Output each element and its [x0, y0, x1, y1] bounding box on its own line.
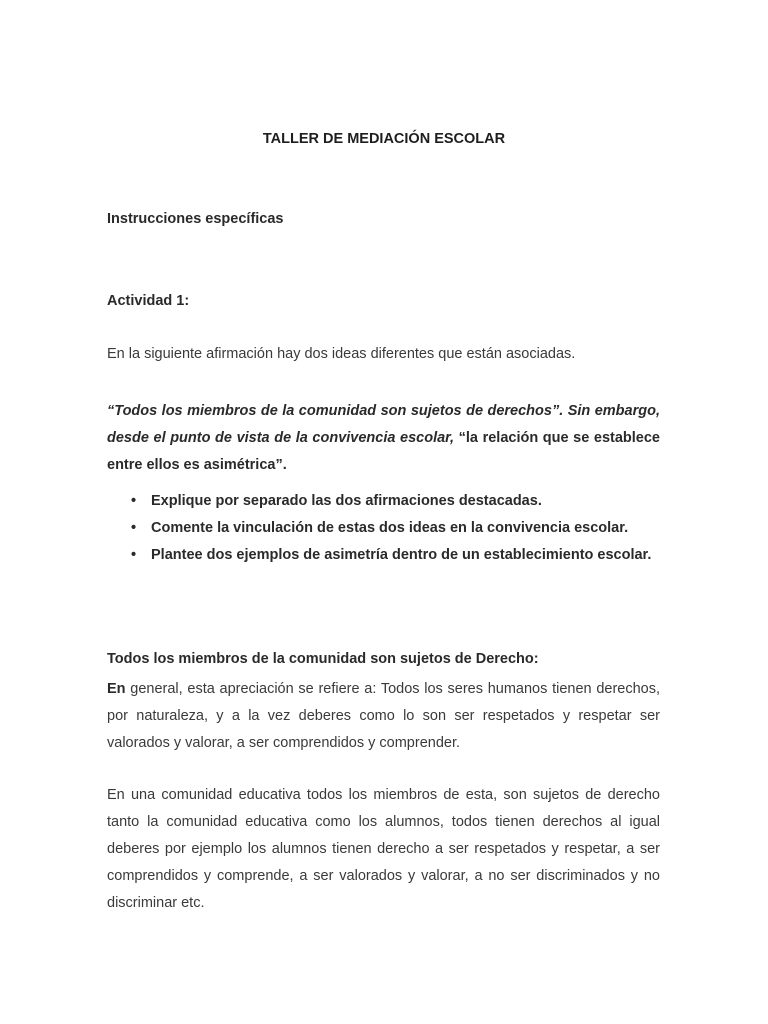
document-title: TALLER DE MEDIACIÓN ESCOLAR: [262, 131, 506, 147]
activity-heading: Actividad 1:: [107, 293, 190, 309]
paragraph-1-text: general, esta apreciación se refiere a: Todos los seres humanos tienen derechos, por naturaleza, y a la vez deberes como lo son ser respetados y respetar ser valorados y valorar, a ser comprendidos y comprender.: [107, 681, 660, 751]
bullet-icon: •: [131, 493, 137, 509]
bullet-icon: •: [131, 547, 137, 563]
intro-paragraph: En la siguiente afirmación hay dos ideas diferentes que están asociadas.: [107, 346, 576, 362]
quote-part-1: “Todos los miembros de la comunidad son sujetos de derechos”.: [107, 403, 564, 419]
bullet-text: Comente la vinculación de estas dos ideas en la convivencia escolar.: [151, 520, 629, 536]
bullet-text: Plantee dos ejemplos de asimetría dentro de un establecimiento escolar.: [151, 547, 652, 563]
instructions-heading: Instrucciones específicas: [107, 211, 284, 227]
list-item: [131, 488, 660, 515]
bullet-icon: •: [131, 520, 137, 536]
section-heading: Todos los miembros de la comunidad son sujetos de Derecho:: [107, 651, 539, 667]
list-item: [131, 542, 660, 569]
quote-paragraph: [107, 398, 660, 479]
quote-part-2: Sin embargo, desde el punto de vista de la convivencia escolar,: [107, 403, 660, 446]
quote-part-3: “la relación que se establece entre ellos es asimétrica”.: [107, 430, 660, 473]
bullet-text: Explique por separado las dos afirmaciones destacadas.: [151, 493, 542, 509]
paragraph-1-lead: En: [107, 681, 126, 697]
list-item: [131, 515, 660, 542]
paragraph-1: [107, 676, 660, 757]
instruction-bullet-list: [131, 488, 660, 569]
paragraph-2: En una comunidad educativa todos los miembros de esta, son sujetos de derecho tanto la comunidad educativa como los alumnos, todos tienen derechos al igual deberes por ejemplo los alumnos tienen derecho a ser respetados y respetar, a ser comprendidos y comprende, a ser valorados y valorar, a no ser discriminados y no discriminar etc.: [107, 787, 660, 911]
